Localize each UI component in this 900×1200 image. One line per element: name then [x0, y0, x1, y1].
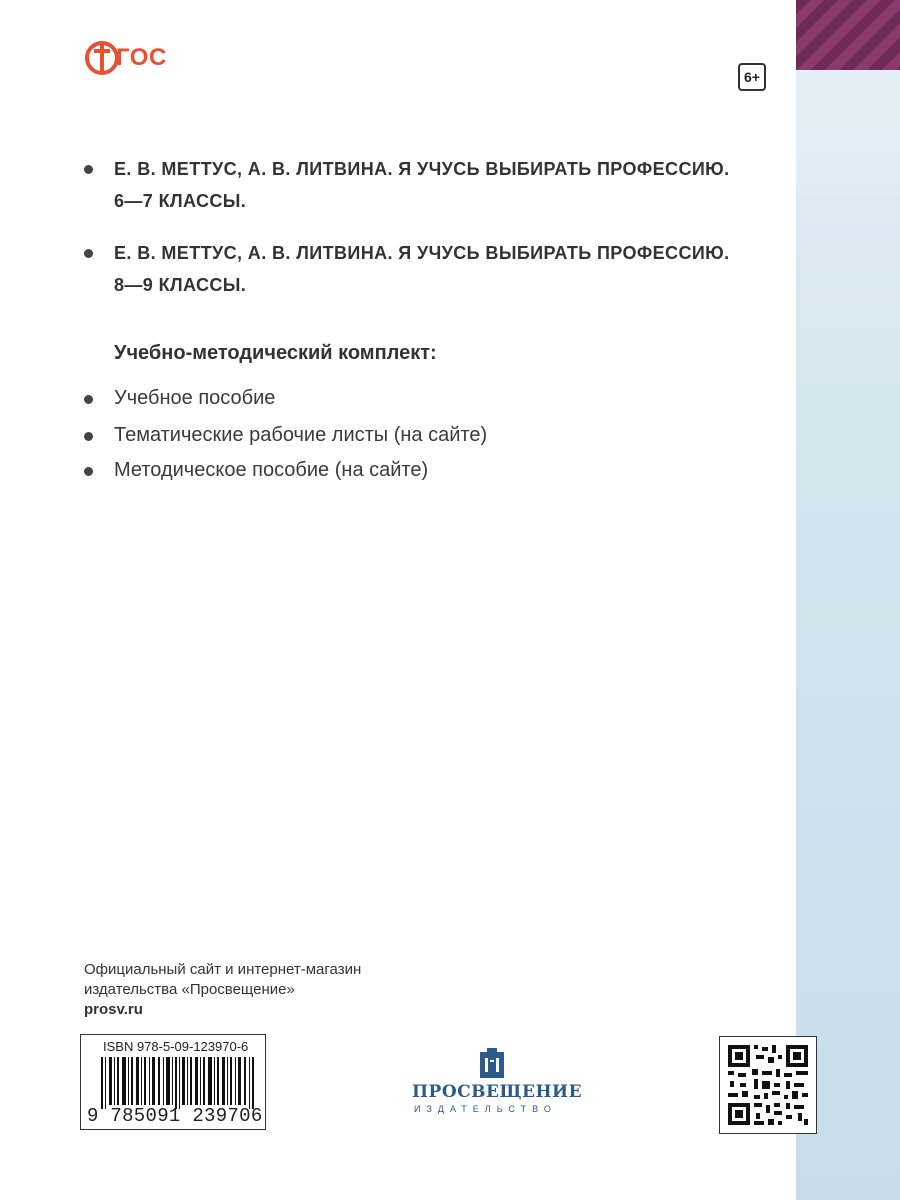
age-rating-badge: 6+ [738, 63, 766, 91]
bullet-icon [84, 395, 93, 404]
kit-item-label: Методическое пособие (на сайте) [114, 459, 429, 481]
isbn-label: ISBN 978-5-09-123970-6 [103, 1039, 249, 1054]
book-title-line2: 6—7 КЛАССЫ. [114, 191, 247, 211]
kit-item-label: Тематические рабочие листы (на сайте) [114, 424, 488, 446]
cover-edge-decoration [796, 0, 900, 1200]
barcode-digits: 9 785091 239706 [87, 1105, 263, 1127]
site-info-line1: Официальный сайт и интернет-магазин [84, 961, 362, 978]
kit-title: Учебно-методический комплект: [114, 342, 437, 364]
bullet-icon [84, 165, 93, 174]
publisher-name: ПРОСВЕЩЕНИЕ [412, 1082, 583, 1102]
book-title-line1: Е. В. МЕТТУС, А. В. ЛИТВИНА. Я УЧУСЬ ВЫБИРАТЬ ПРОФЕССИЮ. [114, 159, 730, 179]
book-item-1 [84, 153, 784, 217]
kit-item [84, 459, 428, 482]
book-title-line2: 8—9 КЛАССЫ. [114, 275, 247, 295]
qr-code-icon [728, 1045, 808, 1125]
bullet-icon [84, 432, 93, 441]
site-info [84, 960, 361, 1020]
book-title-line1: Е. В. МЕТТУС, А. В. ЛИТВИНА. Я УЧУСЬ ВЫБИРАТЬ ПРОФЕССИЮ. [114, 243, 730, 263]
book-item-2 [84, 237, 784, 301]
cover-edge-stripes [796, 0, 900, 70]
kit-item [84, 424, 487, 447]
kit-item-label: Учебное пособие [114, 387, 276, 409]
qr-code-box[interactable] [719, 1036, 817, 1134]
bullet-icon [84, 467, 93, 476]
site-info-line2: издательства «Просвещение» [84, 981, 295, 998]
site-url-link[interactable]: prosv.ru [84, 1001, 143, 1018]
publisher-subtitle: ИЗДАТЕЛЬСТВО [414, 1104, 557, 1114]
publisher-logo-icon [480, 1048, 504, 1078]
isbn-box [80, 1034, 266, 1130]
bullet-icon [84, 249, 93, 258]
kit-item [84, 387, 275, 410]
fgos-logo-text: ГОС [116, 44, 167, 71]
barcode-icon [101, 1057, 257, 1109]
